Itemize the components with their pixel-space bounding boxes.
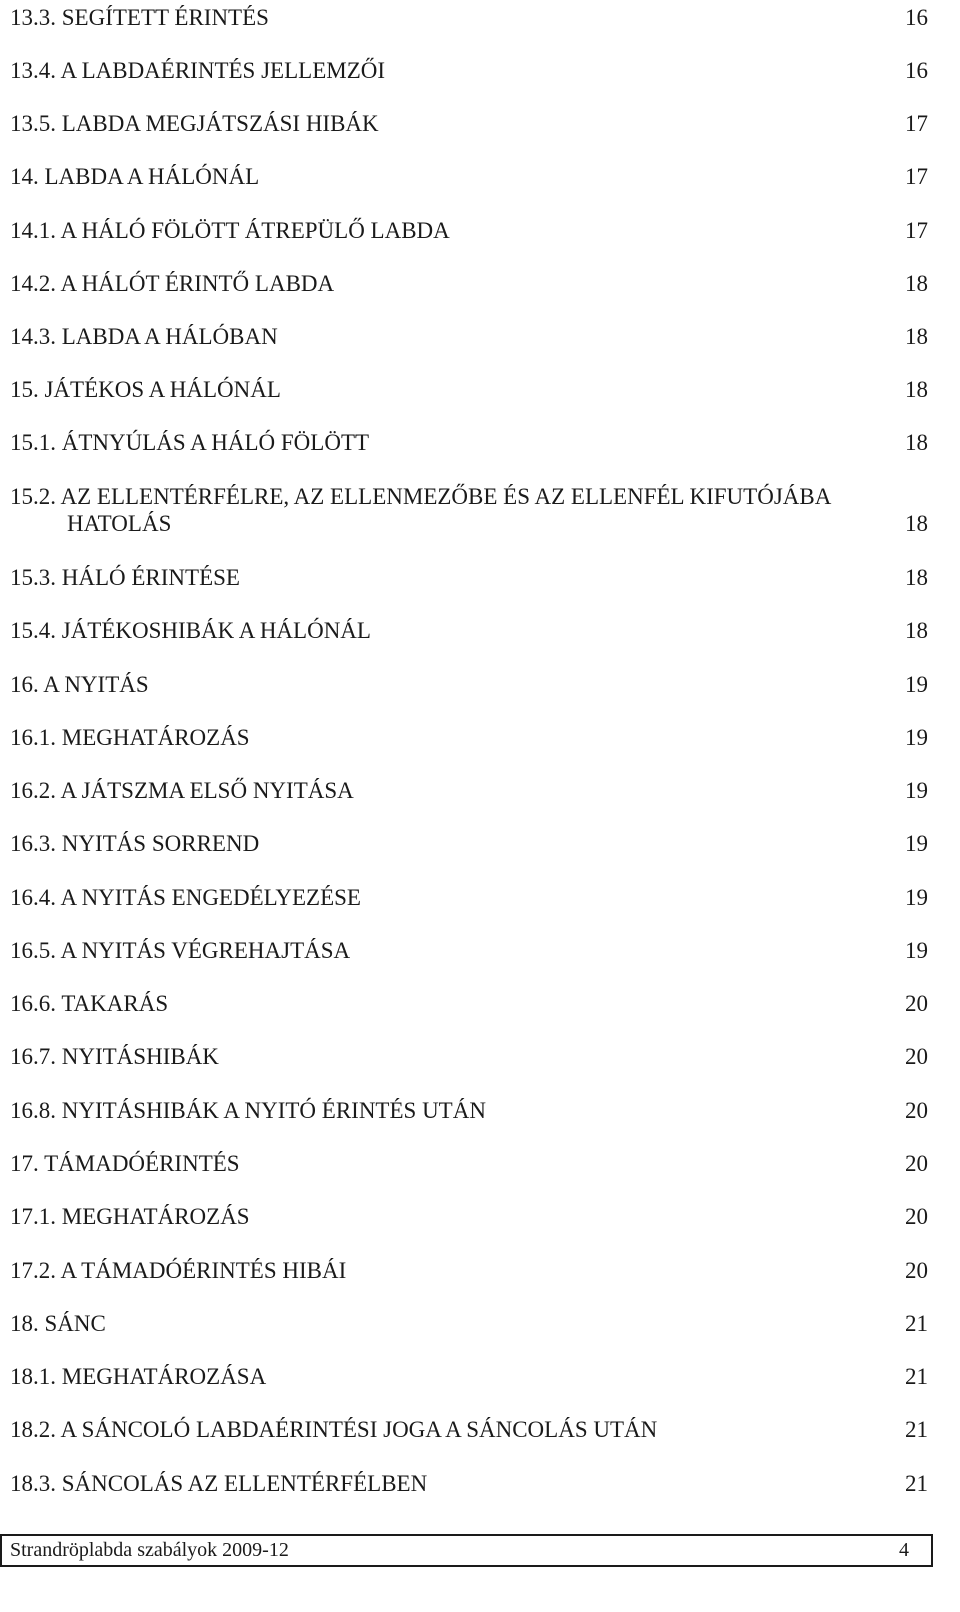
toc-entry[interactable] bbox=[10, 1470, 928, 1497]
section-title: LABDA A HÁLÓBAN bbox=[61, 324, 278, 349]
page-number: 20 bbox=[905, 1204, 928, 1229]
section-number: 15.4. bbox=[10, 618, 56, 643]
toc-entry[interactable] bbox=[10, 217, 928, 244]
section-number: 16.7. bbox=[10, 1044, 56, 1069]
section-number: 14. bbox=[10, 164, 39, 189]
section-number: 16.3. bbox=[10, 831, 56, 856]
toc-entry[interactable] bbox=[10, 1363, 928, 1390]
section-title: NYITÁS SORREND bbox=[61, 831, 260, 856]
section-title: SEGÍTETT ÉRINTÉS bbox=[61, 5, 269, 30]
toc-entry[interactable] bbox=[10, 1310, 928, 1337]
page-number: 21 bbox=[905, 1417, 928, 1442]
page-number: 20 bbox=[905, 1044, 928, 1069]
page-number: 19 bbox=[905, 672, 928, 697]
section-title: A NYITÁS ENGEDÉLYEZÉSE bbox=[60, 885, 361, 910]
page-footer bbox=[0, 1534, 933, 1567]
section-number: 16.8. bbox=[10, 1098, 56, 1123]
page-number: 19 bbox=[905, 831, 928, 856]
toc-entry[interactable] bbox=[10, 617, 928, 644]
page-number: 19 bbox=[905, 778, 928, 803]
page-number: 19 bbox=[905, 885, 928, 910]
toc-entry[interactable] bbox=[10, 884, 928, 911]
section-title: LABDA MEGJÁTSZÁSI HIBÁK bbox=[61, 111, 379, 136]
section-title: A TÁMADÓÉRINTÉS HIBÁI bbox=[60, 1258, 347, 1283]
section-number: 16.4. bbox=[10, 885, 56, 910]
toc-entry[interactable] bbox=[10, 1097, 928, 1124]
toc-entry[interactable] bbox=[10, 564, 928, 591]
section-number: 16.6. bbox=[10, 991, 56, 1016]
page-number: 18 bbox=[905, 271, 928, 296]
toc-entry[interactable] bbox=[10, 1416, 928, 1443]
page-number: 20 bbox=[905, 991, 928, 1016]
page-number: 18 bbox=[905, 430, 928, 455]
section-number: 16.1. bbox=[10, 725, 56, 750]
section-number: 15.1. bbox=[10, 430, 56, 455]
section-title: LABDA A HÁLÓNÁL bbox=[44, 164, 260, 189]
page-number: 16 bbox=[905, 5, 928, 30]
section-title: JÁTÉKOSHIBÁK A HÁLÓNÁL bbox=[61, 618, 371, 643]
page-number: 17 bbox=[905, 111, 928, 136]
toc-entry[interactable] bbox=[10, 990, 928, 1017]
toc-entry[interactable] bbox=[10, 777, 928, 804]
page-number: 19 bbox=[905, 938, 928, 963]
section-number: 18. bbox=[10, 1311, 39, 1336]
section-number: 15. bbox=[10, 377, 39, 402]
section-title: SÁNCOLÁS AZ ELLENTÉRFÉLBEN bbox=[61, 1471, 428, 1496]
page-number: 18 bbox=[905, 377, 928, 402]
toc-entry[interactable] bbox=[10, 270, 928, 297]
page-number: 18 bbox=[905, 511, 928, 536]
page-number: 20 bbox=[905, 1098, 928, 1123]
section-number: 14.1. bbox=[10, 218, 56, 243]
toc-entry[interactable] bbox=[10, 323, 928, 350]
toc-entry[interactable] bbox=[10, 163, 928, 190]
section-number: 13.3. bbox=[10, 5, 56, 30]
toc-entry[interactable] bbox=[10, 57, 928, 84]
section-number: 18.1. bbox=[10, 1364, 56, 1389]
section-number: 15.3. bbox=[10, 565, 56, 590]
page-number: 21 bbox=[905, 1311, 928, 1336]
section-title: A NYITÁS bbox=[43, 672, 149, 697]
section-title: HÁLÓ ÉRINTÉSE bbox=[61, 565, 240, 590]
page-number: 17 bbox=[905, 164, 928, 189]
toc-entry[interactable] bbox=[10, 937, 928, 964]
section-number: 14.2. bbox=[10, 271, 56, 296]
section-number: 17.1. bbox=[10, 1204, 56, 1229]
section-title: A SÁNCOLÓ LABDAÉRINTÉSI JOGA A SÁNCOLÁS UTÁN bbox=[60, 1417, 658, 1442]
section-title: A JÁTSZMA ELSŐ NYITÁSA bbox=[60, 778, 354, 803]
section-number: 18.2. bbox=[10, 1417, 56, 1442]
toc-entry[interactable] bbox=[10, 110, 928, 137]
section-number: 16.5. bbox=[10, 938, 56, 963]
section-title: A NYITÁS VÉGREHAJTÁSA bbox=[60, 938, 351, 963]
page-number: 21 bbox=[905, 1364, 928, 1389]
section-title: TAKARÁS bbox=[61, 991, 169, 1016]
page-number: 20 bbox=[905, 1151, 928, 1176]
section-title: MEGHATÁROZÁS bbox=[61, 725, 250, 750]
section-title: MEGHATÁROZÁSA bbox=[61, 1364, 267, 1389]
section-title: A HÁLÓ FÖLÖTT ÁTREPÜLŐ LABDA bbox=[60, 218, 450, 243]
toc-entry[interactable] bbox=[10, 376, 928, 403]
section-title: NYITÁSHIBÁK bbox=[61, 1044, 219, 1069]
page-number: 18 bbox=[905, 565, 928, 590]
toc-entry[interactable] bbox=[10, 1257, 928, 1284]
section-number: 13.4. bbox=[10, 58, 56, 83]
page-number: 17 bbox=[905, 218, 928, 243]
section-number: 15.2. bbox=[10, 484, 56, 509]
toc-entry[interactable] bbox=[10, 724, 928, 751]
section-number: 18.3. bbox=[10, 1471, 56, 1496]
toc-entry[interactable] bbox=[10, 830, 928, 857]
section-number: 13.5. bbox=[10, 111, 56, 136]
section-title: A HÁLÓT ÉRINTŐ LABDA bbox=[60, 271, 335, 296]
toc-entry[interactable] bbox=[10, 429, 928, 456]
section-title: JÁTÉKOS A HÁLÓNÁL bbox=[44, 377, 281, 402]
footer-document-title: Strandröplabda szabályok 2009-12 bbox=[10, 1539, 289, 1561]
section-title: MEGHATÁROZÁS bbox=[61, 1204, 250, 1229]
section-title: TÁMADÓÉRINTÉS bbox=[44, 1151, 240, 1176]
toc-entry[interactable] bbox=[10, 4, 928, 31]
section-title: NYITÁSHIBÁK A NYITÓ ÉRINTÉS UTÁN bbox=[61, 1098, 486, 1123]
toc-entry[interactable] bbox=[10, 1203, 928, 1230]
section-number: 17.2. bbox=[10, 1258, 56, 1283]
toc-entry[interactable] bbox=[10, 483, 928, 537]
section-number: 17. bbox=[10, 1151, 39, 1176]
toc-entry[interactable] bbox=[10, 1150, 928, 1177]
toc-entry[interactable] bbox=[10, 1043, 928, 1070]
page-number: 21 bbox=[905, 1471, 928, 1496]
toc-entry[interactable] bbox=[10, 671, 928, 698]
page-number: 18 bbox=[905, 324, 928, 349]
page-number: 16 bbox=[905, 58, 928, 83]
section-number: 16. bbox=[10, 672, 39, 697]
section-number: 14.3. bbox=[10, 324, 56, 349]
footer-page-number: 4 bbox=[899, 1539, 909, 1561]
section-number: 16.2. bbox=[10, 778, 56, 803]
section-title: A LABDAÉRINTÉS JELLEMZŐI bbox=[60, 58, 386, 83]
section-title-continuation: HATOLÁS bbox=[67, 511, 172, 536]
section-title: SÁNC bbox=[44, 1311, 106, 1336]
page-number: 19 bbox=[905, 725, 928, 750]
page-number: 18 bbox=[905, 618, 928, 643]
page-number: 20 bbox=[905, 1258, 928, 1283]
section-title: AZ ELLENTÉRFÉLRE, AZ ELLENMEZŐBE ÉS AZ ELLENFÉL KIFUTÓJÁBA bbox=[60, 484, 832, 509]
section-title: ÁTNYÚLÁS A HÁLÓ FÖLÖTT bbox=[61, 430, 370, 455]
